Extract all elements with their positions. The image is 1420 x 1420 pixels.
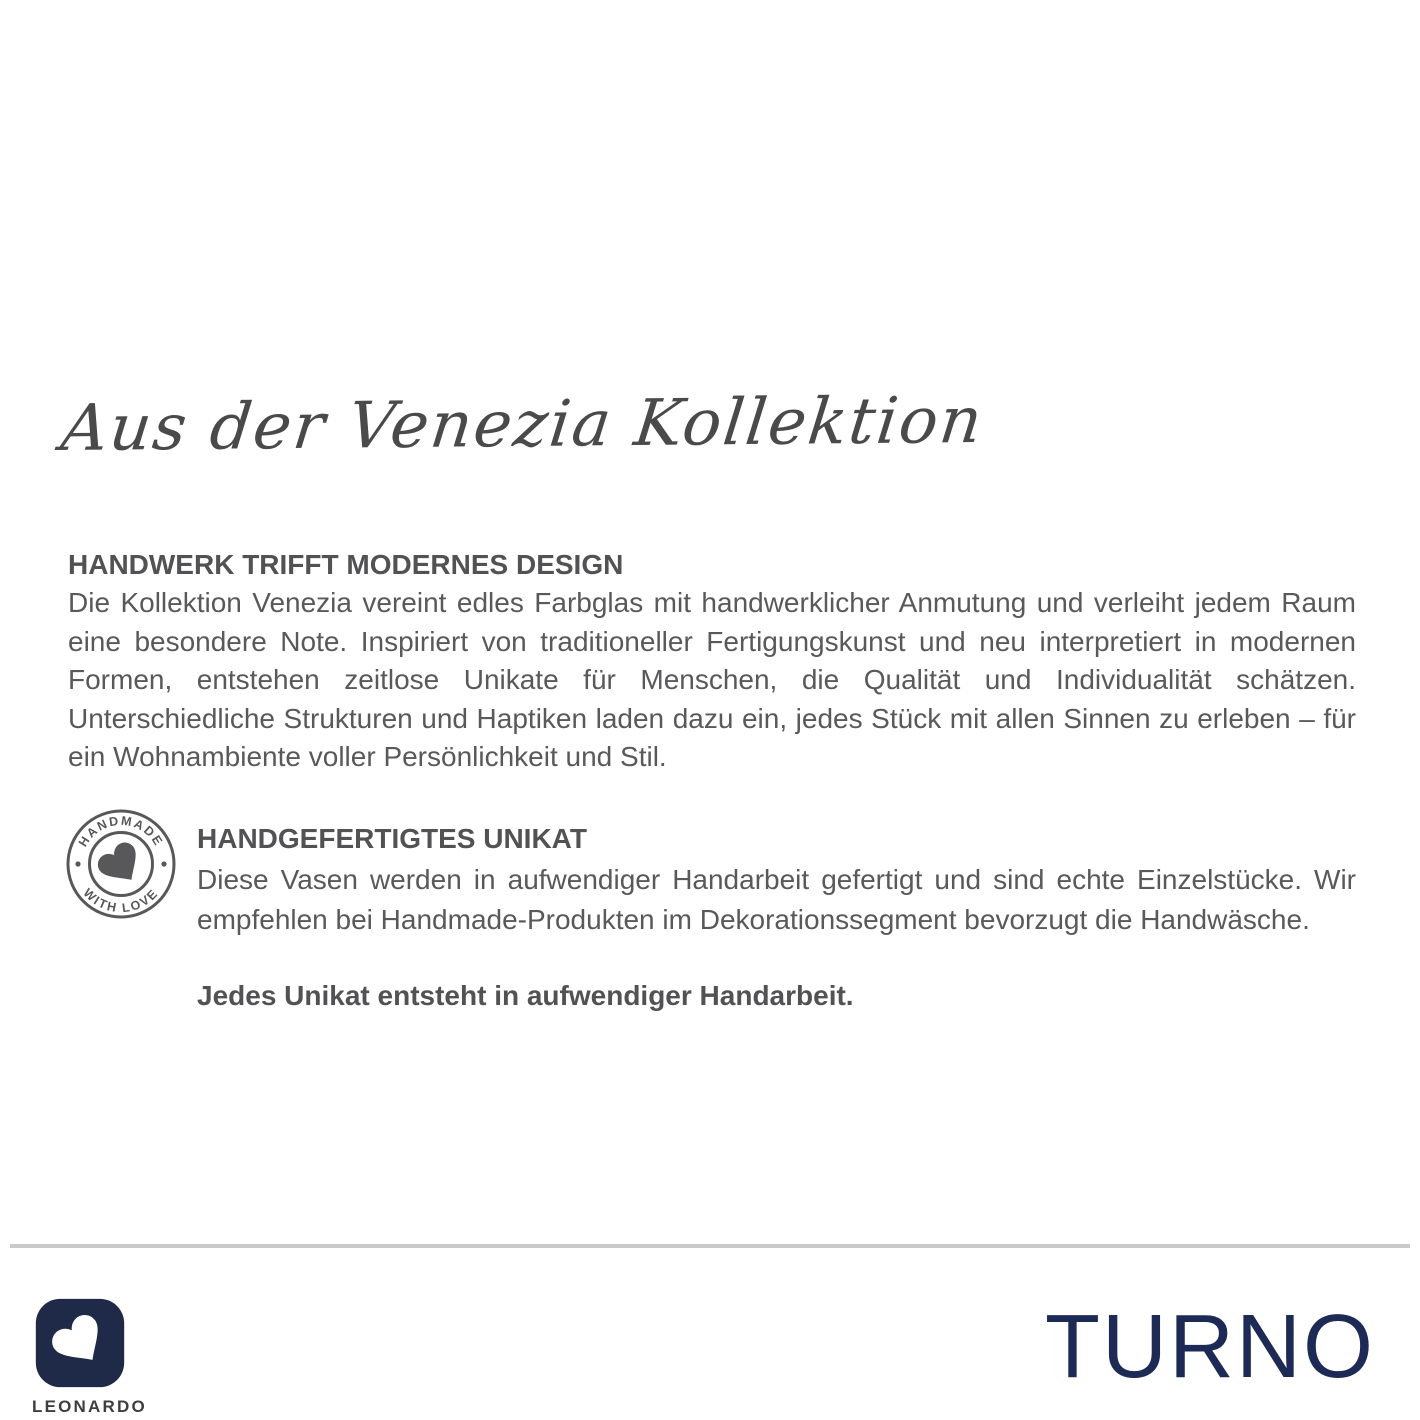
footer-divider <box>10 1244 1410 1248</box>
section-unique <box>65 806 1356 1015</box>
badge-top-text: HANDMADE <box>75 813 167 850</box>
leonardo-logo-icon <box>33 1296 127 1390</box>
svg-text:WITH LOVE <box>81 886 162 915</box>
badge-bottom-text: WITH LOVE <box>80 885 162 916</box>
unique-section-heading: HANDGEFERTIGTES UNIKAT <box>197 823 587 854</box>
product-name: TURNO <box>1045 1297 1375 1397</box>
craft-section-body: Die Kollektion Venezia vereint edles Farbglas mit handwerklicher Anmutung und verleiht jedem Raum eine besondere Note. Inspiriert von traditioneller Fertigungskunst und neu interpretiert in modernen Formen, entstehen zeitlose Unikate für Menschen, die Qualität und Individualität schätzen. Unterschiedliche Strukturen und Haptiken laden dazu ein, jedes Stück mit allen Sinnen zu erleben – für ein Wohnambiente voller Persönlichkeit und Stil. <box>68 587 1356 773</box>
section-craft <box>68 546 1356 777</box>
brand-name: LEONARDO <box>32 1397 147 1416</box>
unique-section-body: Diese Vasen werden in aufwendiger Handarbeit gefertigt und sind echte Einzelstücke. Wir empfehlen bei Handmade-Produkten im Dekorationssegment bevorzugt die Handwäsche. <box>197 864 1356 935</box>
badge-right-dot <box>161 861 166 866</box>
heart-icon <box>94 838 149 891</box>
section-unique-text <box>197 806 1356 1015</box>
brand-block <box>32 1296 147 1417</box>
badge-left-dot <box>75 861 80 866</box>
handmade-note: Jedes Unikat entsteht in aufwendiger Handarbeit. <box>197 980 854 1011</box>
handmade-with-love-badge <box>65 808 177 920</box>
collection-heading: Aus der Venezia Kollektion <box>57 383 988 466</box>
craft-section-heading: HANDWERK TRIFFT MODERNES DESIGN <box>68 549 624 580</box>
